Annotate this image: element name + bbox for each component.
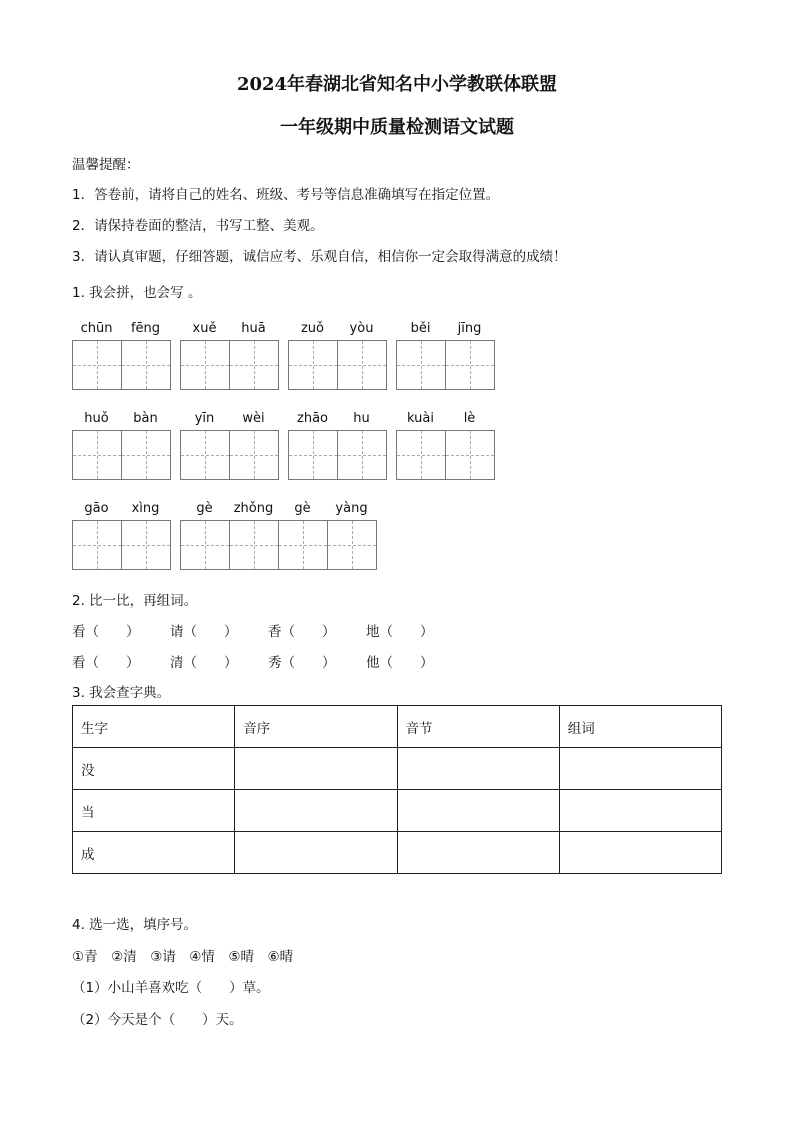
- character-cell: 没: [73, 748, 235, 790]
- compare-item[interactable]: 看（ ）: [72, 655, 140, 671]
- pinyin-label: gè: [196, 501, 213, 516]
- table-row: [73, 748, 722, 790]
- writing-cell[interactable]: [396, 430, 446, 480]
- writing-cell[interactable]: [121, 430, 171, 480]
- writing-cell[interactable]: [72, 340, 122, 390]
- writing-cell[interactable]: [180, 430, 230, 480]
- compare-item[interactable]: 秀（ ）: [268, 655, 336, 671]
- pinyin-label: xìng: [131, 501, 160, 516]
- writing-cell[interactable]: [180, 340, 230, 390]
- compare-item[interactable]: 请（ ）: [170, 624, 238, 640]
- pinyin-label: bàn: [133, 411, 158, 426]
- q4-item-1: （1）小山羊喜欢吃（ ）草。: [72, 980, 270, 996]
- writing-cell[interactable]: [337, 340, 387, 390]
- writing-cell[interactable]: [278, 520, 328, 570]
- writing-cell[interactable]: [180, 520, 230, 570]
- q2-title: 2. 比一比，再组词。: [72, 593, 198, 609]
- q4-title: 4. 选一选，填序号。: [72, 917, 198, 933]
- compare-item[interactable]: 他（ ）: [366, 655, 434, 671]
- writing-cell[interactable]: [327, 520, 377, 570]
- writing-cell[interactable]: [337, 430, 387, 480]
- compare-item[interactable]: 地（ ）: [366, 624, 434, 640]
- pinyin-label: yòu: [349, 321, 374, 336]
- answer-cell[interactable]: [235, 748, 397, 790]
- note-1: 1．答卷前，请将自己的姓名、班级、考号等信息准确填写在指定位置。: [72, 187, 500, 203]
- answer-cell[interactable]: [397, 748, 559, 790]
- pinyin-label: zhāo: [297, 411, 328, 426]
- pinyin-label: kuài: [407, 411, 434, 426]
- writing-cell[interactable]: [121, 340, 171, 390]
- pinyin-label: běi: [410, 321, 431, 336]
- q1-title: 1. 我会拼，也会写 。: [72, 285, 202, 301]
- character-cell: 当: [73, 790, 235, 832]
- pinyin-label: huǒ: [84, 411, 109, 426]
- pinyin-label: zuǒ: [300, 321, 325, 336]
- answer-cell[interactable]: [559, 790, 721, 832]
- note-3: 3．请认真审题，仔细答题，诚信应考、乐观自信，相信你一定会取得满意的成绩！: [72, 249, 567, 265]
- writing-cell[interactable]: [229, 430, 279, 480]
- title-line-1: 2024年春湖北省知名中小学教联体联盟: [236, 74, 558, 95]
- pinyin-label: hu: [353, 411, 370, 426]
- compare-item[interactable]: 香（ ）: [268, 624, 336, 640]
- pinyin-label: fēng: [130, 321, 161, 336]
- q3-title: 3. 我会查字典。: [72, 685, 171, 701]
- writing-cell[interactable]: [72, 520, 122, 570]
- pinyin-label: gāo: [84, 501, 109, 516]
- q4-options: ①青 ②清 ③请 ④情 ⑤晴 ⑥晴: [72, 949, 294, 965]
- pinyin-label: lè: [463, 411, 476, 426]
- answer-cell[interactable]: [235, 832, 397, 874]
- pinyin-label: xuě: [192, 321, 217, 336]
- dictionary-table: [72, 705, 722, 874]
- answer-cell[interactable]: [397, 790, 559, 832]
- notes-heading: 温馨提醒：: [72, 157, 140, 173]
- writing-cell[interactable]: [121, 520, 171, 570]
- answer-cell[interactable]: [397, 832, 559, 874]
- answer-cell[interactable]: [235, 790, 397, 832]
- writing-cell[interactable]: [288, 340, 338, 390]
- writing-cell[interactable]: [445, 430, 495, 480]
- q4-item-2: （2）今天是个（ ）天。: [72, 1012, 243, 1028]
- note-2: 2．请保持卷面的整洁，书写工整、美观。: [72, 218, 324, 234]
- answer-cell[interactable]: [559, 832, 721, 874]
- header-cell: 生字: [73, 706, 235, 748]
- pinyin-label: wèi: [242, 411, 265, 426]
- writing-cell[interactable]: [229, 340, 279, 390]
- compare-item[interactable]: 清（ ）: [170, 655, 238, 671]
- writing-cell[interactable]: [288, 430, 338, 480]
- compare-item[interactable]: 看（ ）: [72, 624, 140, 640]
- pinyin-label: chūn: [80, 321, 113, 336]
- pinyin-label: zhǒng: [233, 501, 274, 516]
- writing-cell[interactable]: [72, 430, 122, 480]
- table-row: [73, 832, 722, 874]
- pinyin-label: huā: [241, 321, 266, 336]
- writing-cell[interactable]: [229, 520, 279, 570]
- table-header-row: [73, 706, 722, 748]
- header-cell: 组词: [559, 706, 721, 748]
- pinyin-label: gè: [294, 501, 311, 516]
- pinyin-label: yàng: [335, 501, 368, 516]
- answer-cell[interactable]: [559, 748, 721, 790]
- writing-cell[interactable]: [445, 340, 495, 390]
- pinyin-label: yīn: [194, 411, 215, 426]
- header-cell: 音序: [235, 706, 397, 748]
- pinyin-label: jīng: [457, 321, 482, 336]
- title-line-2: 一年级期中质量检测语文试题: [280, 117, 514, 138]
- writing-cell[interactable]: [396, 340, 446, 390]
- character-cell: 成: [73, 832, 235, 874]
- table-row: [73, 790, 722, 832]
- header-cell: 音节: [397, 706, 559, 748]
